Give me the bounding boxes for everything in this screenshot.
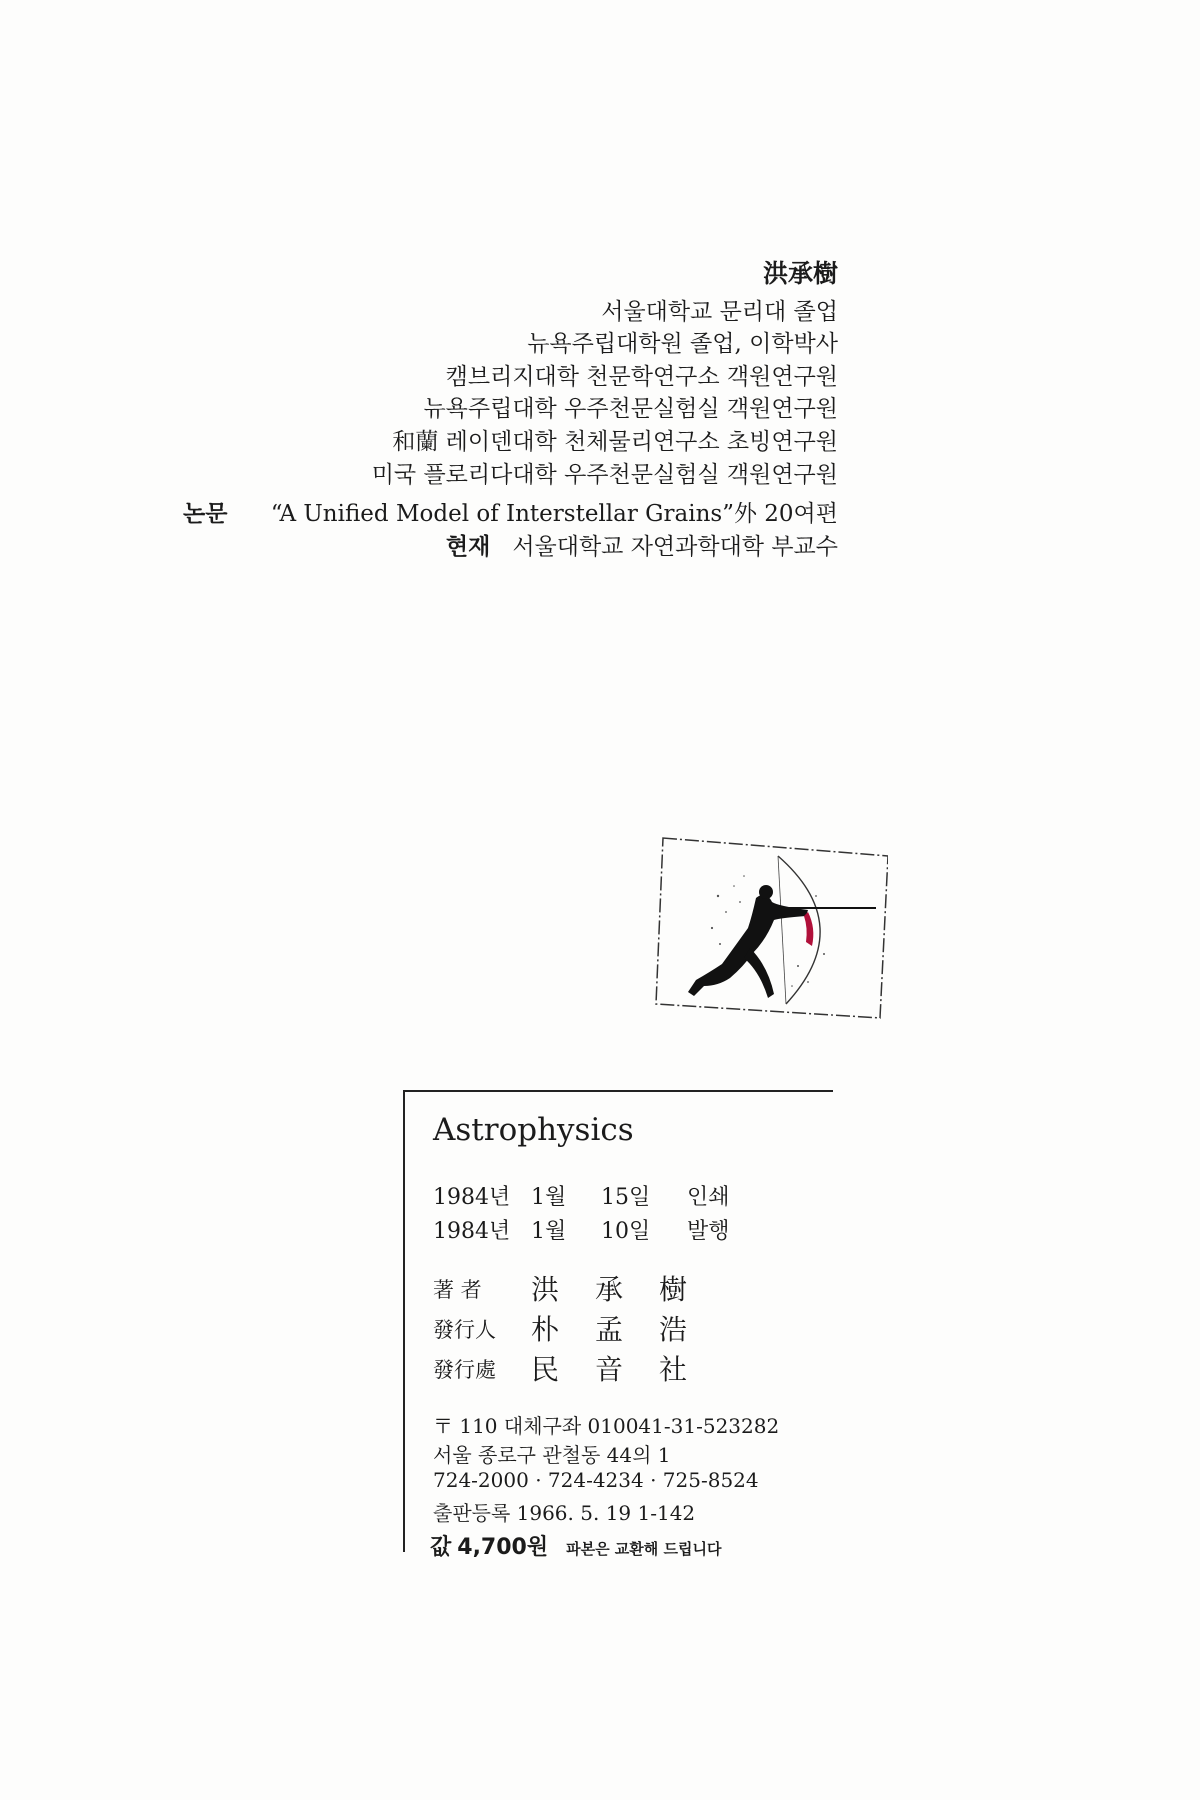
book-title: Astrophysics [433, 1112, 634, 1148]
registration: 출판등록 1966. 5. 19 1-142 [433, 1501, 696, 1525]
career-line: 和蘭 레이덴대학 천체물리연구소 초빙연구원 [392, 428, 838, 455]
publisher-role: 發行人 [433, 1318, 496, 1342]
archer-head [759, 885, 773, 899]
current-label: 현재 [445, 533, 491, 560]
career-line: 미국 플로리다대학 우주천문실험실 객원연구원 [371, 461, 838, 488]
publishing-house-char: 音 [595, 1353, 624, 1386]
author-char: 樹 [659, 1273, 688, 1306]
author-name: 洪承樹 [762, 259, 838, 288]
publishing-house-char: 民 [531, 1353, 560, 1386]
publish-day: 10일 [601, 1219, 651, 1244]
papers-label: 논문 [183, 500, 228, 527]
publish-year: 1984년 [433, 1219, 511, 1244]
author-role: 著 者 [433, 1278, 482, 1302]
red-accent [804, 912, 813, 946]
colophon [403, 1090, 833, 1560]
phone-numbers: 724-2000 · 724-4234 · 725-8524 [433, 1468, 759, 1492]
print-event: 인쇄 [687, 1185, 730, 1210]
price-row [430, 1530, 721, 1561]
current-position-line [446, 528, 838, 561]
publish-month: 1월 [531, 1219, 567, 1244]
author-char: 洪 [531, 1273, 560, 1306]
publishing-house-role: 發行處 [433, 1358, 496, 1382]
price-label: 값 [430, 1534, 452, 1560]
career-line: 캠브리지대학 천문학연구소 객원연구원 [445, 363, 838, 390]
author-profile [372, 258, 838, 491]
price-value: 4,700원 [457, 1535, 549, 1560]
print-year: 1984년 [433, 1185, 511, 1210]
career-line: 뉴욕주립대학 우주천문실험실 객원연구원 [423, 396, 838, 423]
publish-event: 발행 [687, 1219, 730, 1244]
print-month: 1월 [531, 1185, 567, 1210]
publisher-char: 朴 [531, 1313, 560, 1346]
author-char: 承 [595, 1273, 624, 1306]
archer-emblem [648, 836, 888, 1026]
bow [778, 856, 820, 1004]
current-value: 서울대학교 자연과학대학 부교수 [512, 534, 838, 560]
print-day: 15일 [601, 1185, 651, 1210]
publisher-char: 孟 [595, 1313, 624, 1346]
address: 서울 종로구 관철동 44의 1 [433, 1443, 671, 1467]
career-line: 서울대학교 문리대 졸업 [601, 298, 838, 325]
postal-account: 〒 110 대체구좌 010041-31-523282 [433, 1414, 780, 1438]
publisher-char: 浩 [659, 1313, 688, 1346]
papers-value: “A Unified Model of Interstellar Grains”外 20여편 [270, 501, 838, 527]
archer-figure [688, 895, 808, 996]
exchange-note: 파본은 교환해 드립니다 [566, 1540, 722, 1558]
publishing-house-char: 社 [659, 1353, 688, 1386]
career-line: 뉴욕주립대학원 졸업, 이학박사 [527, 331, 838, 358]
bowstring [778, 856, 786, 1004]
archer-leg [744, 948, 774, 998]
